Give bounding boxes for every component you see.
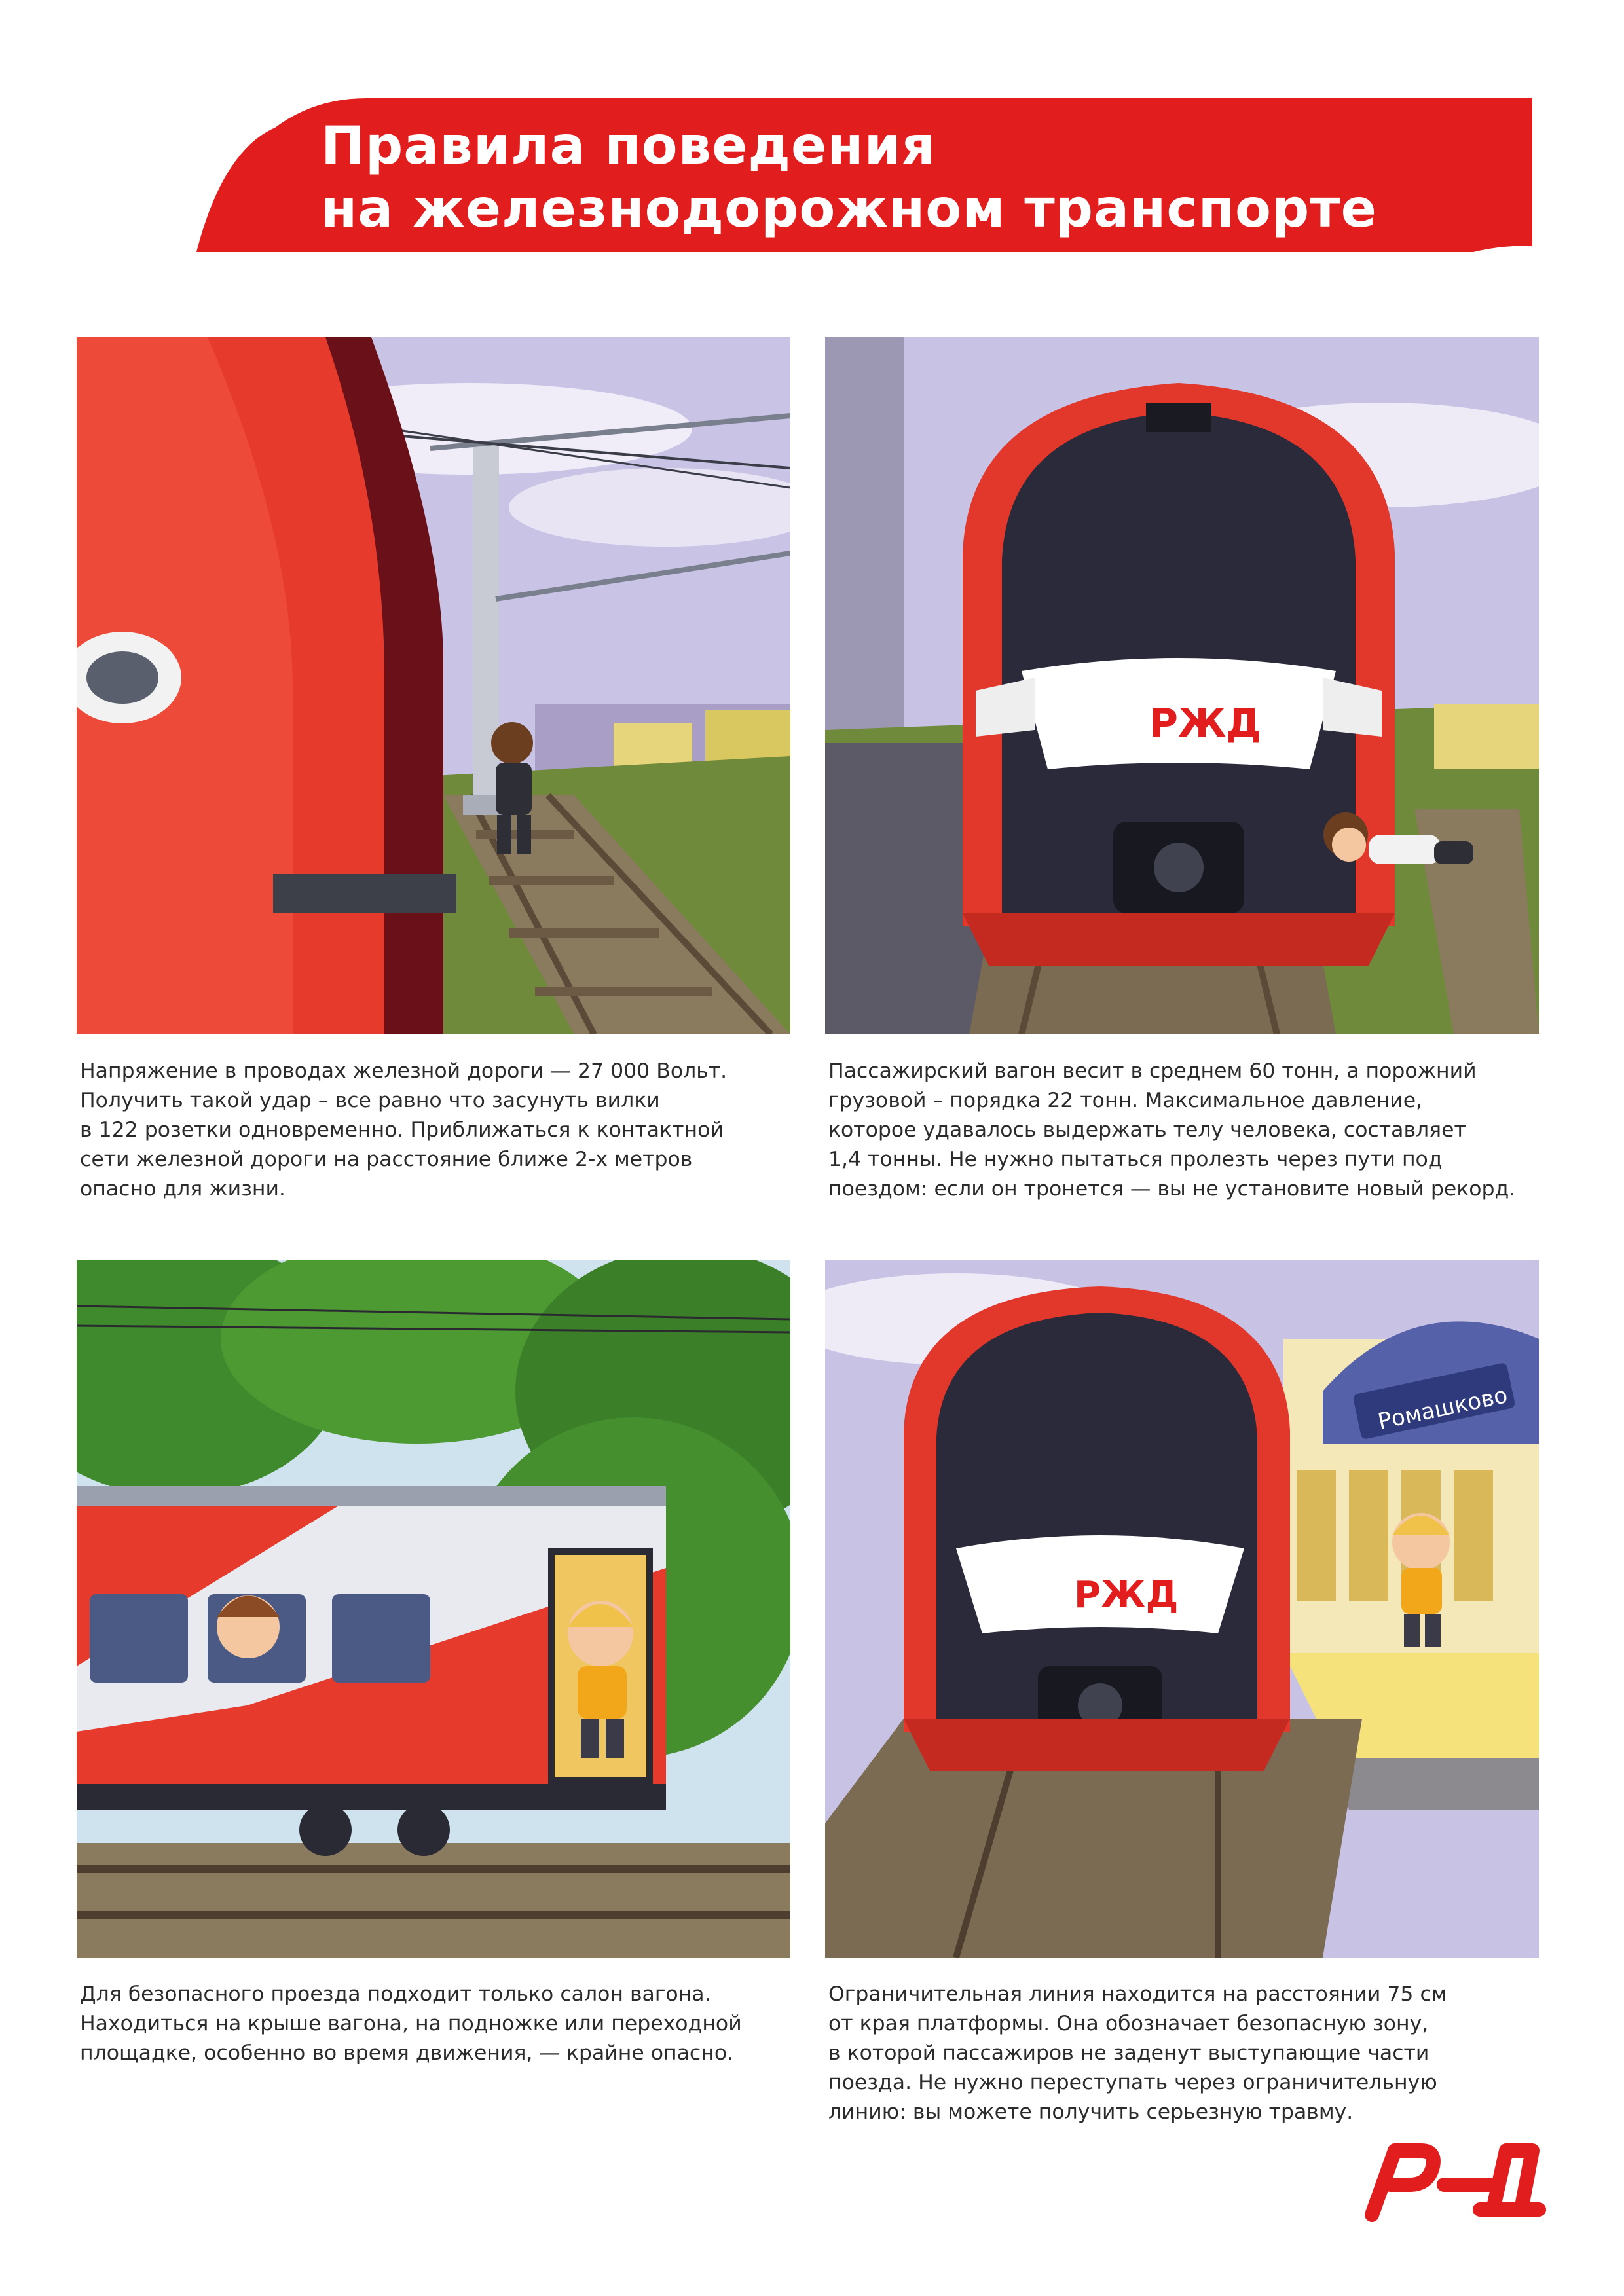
rzd-logo	[1359, 2138, 1549, 2223]
station-sign-text: Ромашково	[1375, 1382, 1510, 1435]
illustration-crawling-under-train	[825, 337, 1539, 1034]
caption-line: опасно для жизни.	[80, 1177, 286, 1201]
caption-line: в 122 розетки одновременно. Приближаться к контактной	[80, 1118, 724, 1142]
caption-line: Напряжение в проводах железной дороги — 27 000 Вольт.	[80, 1059, 728, 1083]
caption-catenary	[80, 1057, 800, 1204]
train-logo-text: РЖД	[1149, 701, 1261, 746]
caption-line: Получить такой удар – все равно что засунуть вилки	[80, 1089, 660, 1112]
caption-under-train	[828, 1057, 1549, 1204]
train-logo-text-2: РЖД	[1074, 1574, 1179, 1616]
caption-line: Находиться на крыше вагона, на подножке или переходной	[80, 2012, 742, 2035]
illustration-carriage-step	[77, 1260, 790, 1958]
caption-line: от края платформы. Она обозначает безопасную зону,	[828, 2012, 1429, 2035]
title-line-2: на железнодорожном транспорте	[321, 178, 1377, 239]
caption-line: поезда. Не нужно переступать через ограничительную	[828, 2071, 1437, 2094]
caption-line: площадке, особенно во время движения, — крайне опасно.	[80, 2041, 734, 2065]
caption-platform	[828, 1980, 1549, 2127]
caption-line: Для безопасного проезда подходит только салон вагона.	[80, 1982, 711, 2006]
caption-line: которое удавалось выдержать телу человека, составляет	[828, 1118, 1466, 1142]
caption-line: грузовой – порядка 22 тонн. Максимальное давление,	[828, 1089, 1423, 1112]
caption-carriage	[80, 1980, 800, 2068]
caption-line: поездом: если он тронется — вы не установите новый рекорд.	[828, 1177, 1516, 1201]
caption-line: линию: вы можете получить серьезную травму.	[828, 2100, 1354, 2124]
caption-line: в которой пассажиров не заденут выступающие части	[828, 2041, 1430, 2065]
illustration-platform-edge	[825, 1260, 1539, 1958]
caption-line: 1,4 тонны. Не нужно пытаться пролезть через пути под	[828, 1148, 1443, 1171]
caption-line: сети железной дороги на расстояние ближе 2-х метров	[80, 1148, 693, 1171]
illustration-catenary-mast	[77, 337, 790, 1034]
caption-line: Пассажирский вагон весит в среднем 60 тонн, а порожний	[828, 1059, 1477, 1083]
caption-line: Ограничительная линия находится на расстоянии 75 см	[828, 1982, 1447, 2006]
title-line-1: Правила поведения	[321, 115, 936, 176]
page-title	[321, 115, 1377, 240]
